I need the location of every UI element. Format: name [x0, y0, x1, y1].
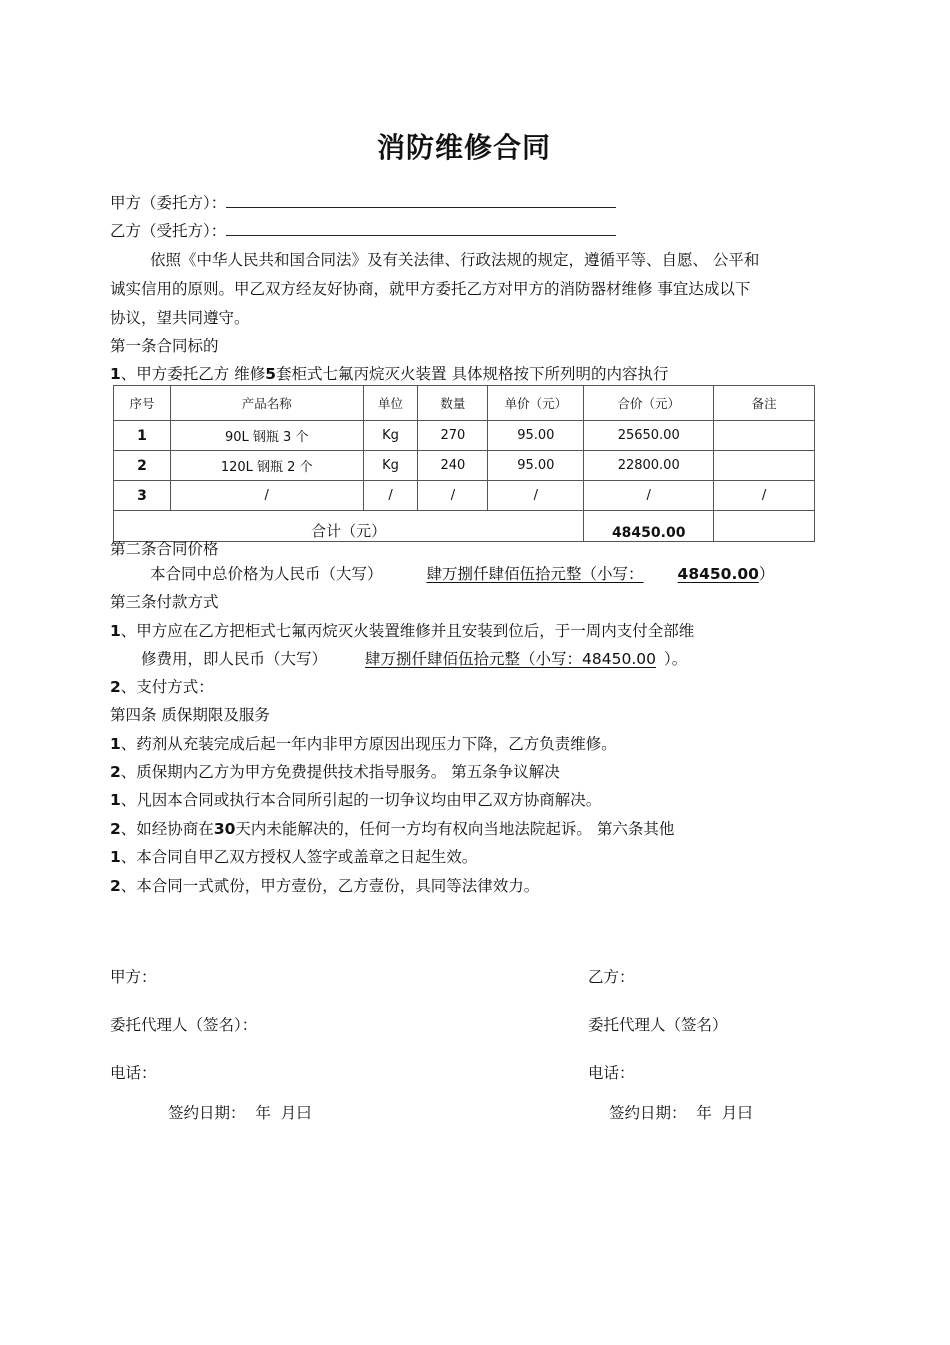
article-4-p2-num: 2	[110, 763, 121, 781]
article-3-p1-num: 1	[110, 622, 121, 640]
article-3-p2-num: 2	[110, 678, 121, 696]
table-header-cell: 产品名称	[170, 386, 363, 421]
article-4-p1-num: 1	[110, 735, 121, 753]
table-cell: /	[714, 481, 815, 511]
article-5-p2	[110, 819, 674, 839]
sign-agent-a: 委托代理人（签名）：	[110, 1016, 258, 1034]
table-cell: Kg	[363, 451, 418, 481]
sign-party-a: 甲方：	[110, 968, 157, 986]
table-cell: 270	[418, 421, 488, 451]
sign-agent-b: 委托代理人（签名）	[588, 1016, 728, 1034]
table-header-cell: 数量	[418, 386, 488, 421]
document-title: 消防维修合同	[376, 131, 551, 164]
article-5-p1-num: 1	[110, 791, 121, 809]
article-2-price	[150, 564, 774, 584]
article-3-p2-text: 、支付方式：	[120, 678, 214, 696]
article-6-p2-num: 2	[110, 877, 121, 895]
article-3-p1-line2	[141, 649, 687, 669]
sign-phone-b: 电话：	[588, 1064, 635, 1082]
table-cell: /	[363, 481, 418, 511]
table-cell: 95.00	[488, 451, 584, 481]
table-cell: Kg	[363, 421, 418, 451]
article-3-heading: 第三条付款方式	[110, 593, 219, 611]
table-cell: 2	[114, 451, 171, 481]
sign-phone-a: 电话：	[110, 1064, 157, 1082]
table-cell	[714, 451, 815, 481]
article-6-p1-num: 1	[110, 848, 121, 866]
table-cell: /	[584, 481, 714, 511]
sign-date-a: 签约日期： 年 月曰	[168, 1104, 312, 1122]
article-1-item-text2: 套柜式七氟丙烷灭火装置 具体规格按下所列明的内容执行	[276, 365, 669, 383]
table-cell: 120L 钢瓶 2 个	[170, 451, 363, 481]
table-header-cell: 序号	[114, 386, 171, 421]
table-cell: 1	[114, 421, 171, 451]
table-cell: 240	[418, 451, 488, 481]
table-total-label: 合计（元）	[114, 511, 584, 542]
intro-line-3: 协议，望共同遵守。	[110, 309, 250, 327]
table-header-cell: 单价（元）	[488, 386, 584, 421]
article-2-text: 本合同中总价格为人民币（大写）	[150, 565, 383, 583]
article-2-heading: 第二条合同价格	[110, 540, 219, 558]
article-6-p2-text: 、本合同一式贰份，甲方壹份，乙方壹份，具同等法律效力。	[120, 877, 540, 895]
article-1-item-qty: 5	[265, 365, 277, 383]
table-cell: 25650.00	[584, 421, 714, 451]
article-2-amount-num: 48450.00	[677, 565, 759, 583]
article-1-item	[110, 364, 668, 384]
article-5-p1	[110, 790, 601, 810]
article-5-p2-num: 2	[110, 820, 121, 838]
party-a-label: 甲方（委托方）：	[110, 194, 227, 212]
table-total-row	[114, 511, 815, 542]
table-row	[114, 481, 815, 511]
article-5-p2-text-a: 、如经协商在	[120, 820, 214, 838]
article-4-p2	[110, 762, 560, 782]
article-5-p1-text: 、凡因本合同或执行本合同所引起的一切争议均由甲乙双方协商解决。	[120, 791, 602, 809]
party-a-blank[interactable]	[226, 193, 616, 208]
article-1-heading: 第一条合同标的	[110, 337, 219, 355]
article-4-p1-text: 、药剂从充装完成后起一年内非甲方原因出现压力下降，乙方负责维修。	[120, 735, 617, 753]
table-header-row	[114, 386, 815, 421]
party-b-line	[110, 221, 616, 241]
article-4-p1	[110, 734, 617, 754]
article-2-amount-cn	[427, 565, 759, 583]
table-cell: 90L 钢瓶 3 个	[170, 421, 363, 451]
article-5-p2-days: 30	[213, 820, 236, 838]
table-row	[114, 451, 815, 481]
article-5-p2-text-b: 天内未能解决的，任何一方均有权向当地法院起诉。 第六条其他	[235, 820, 675, 838]
article-3-p1-text: 、甲方应在乙方把柜式七氟丙烷灭火装置维修并且安装到位后，于一周内支付全部维	[120, 622, 695, 640]
article-2-amount-cn-text: 肆万捌仟肆佰伍拾元整（小写：	[426, 565, 644, 583]
article-3-p2	[110, 677, 214, 697]
party-a-line	[110, 193, 616, 213]
intro-line-2: 诚实信用的原则。甲乙双方经友好协商，就甲方委托乙方对甲方的消防器材维修 事宜达成以下	[110, 280, 751, 298]
table-cell: 3	[114, 481, 171, 511]
article-3-p1-line2-text: 修费用，即人民币（大写）	[141, 650, 328, 668]
sign-party-b: 乙方：	[588, 968, 635, 986]
table-cell: 95.00	[488, 421, 584, 451]
table-total-empty	[714, 511, 815, 542]
table-header-cell: 备注	[714, 386, 815, 421]
table-cell: 22800.00	[584, 451, 714, 481]
table-row	[114, 421, 815, 451]
article-6-p1-text: 、本合同自甲乙双方授权人签字或盖章之日起生效。	[120, 848, 478, 866]
sign-date-b: 签约日期： 年 月曰	[609, 1104, 753, 1122]
article-2-close: ）	[758, 565, 775, 583]
article-1-item-text: 、甲方委托乙方 维修	[120, 365, 266, 383]
article-3-p1	[110, 621, 694, 641]
table-cell: /	[418, 481, 488, 511]
product-table	[113, 385, 815, 542]
table-total-value: 48450.00	[584, 511, 714, 542]
article-4-heading: 第四条 质保期限及服务	[110, 706, 270, 724]
table-cell	[714, 421, 815, 451]
article-1-item-num: 1	[110, 365, 121, 383]
article-3-p1-close: ）。	[663, 650, 688, 668]
article-4-p2-text: 、质保期内乙方为甲方免费提供技术指导服务。 第五条争议解决	[120, 763, 560, 781]
party-b-blank[interactable]	[226, 221, 616, 236]
article-3-p1-amount: 肆万捌仟肆佰伍拾元整（小写：48450.00	[365, 650, 656, 668]
article-6-p2	[110, 876, 539, 896]
article-6-p1	[110, 847, 477, 867]
table-cell: /	[170, 481, 363, 511]
table-cell: /	[488, 481, 584, 511]
table-header-cell: 合价（元）	[584, 386, 714, 421]
table-header-cell: 单位	[363, 386, 418, 421]
intro-line-1: 依照《中华人民共和国合同法》及有关法律、行政法规的规定，遵循平等、自愿、 公平和	[150, 251, 760, 269]
party-b-label: 乙方（受托方）：	[110, 222, 227, 240]
